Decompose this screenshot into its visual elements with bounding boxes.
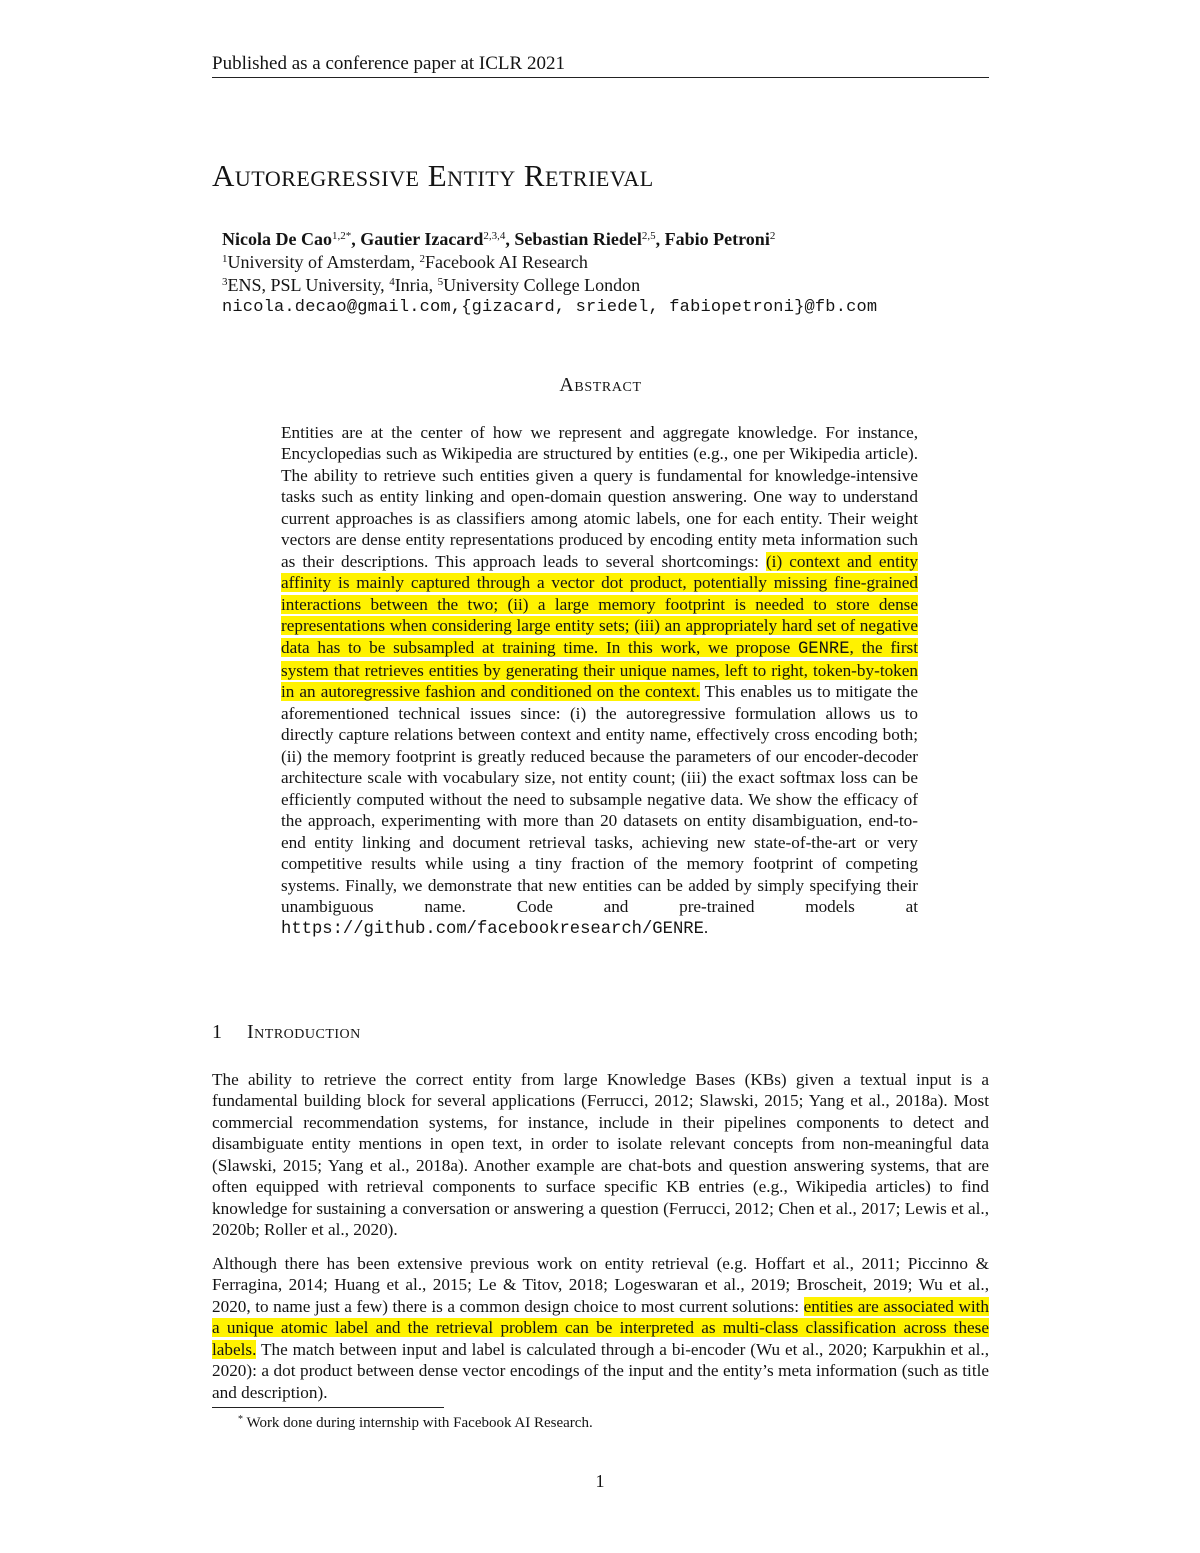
abstract-heading: Abstract (559, 374, 642, 396)
affiliation-line-2: $^3$ENS, PSL University, $^4$Inria, $^5$University College London (222, 275, 641, 295)
page-number: 1 (595, 1471, 605, 1491)
abstract-highlight: (i) context and entity affinity is mainly captured through a vector dot product, potentially missing fine-grained interactions between the two; (ii) a large memory footprint is needed to store dense representations when considering large entity sets; (iii) an appropriately hard set of negative data has to be subsampled at training time. In this work, we propose GENRE, the first system that retrieves entities by generating their unique names, left to right, token-by-token in an autoregressive fashion and conditioned on the context. (281, 551, 919, 702)
author-list (222, 228, 989, 251)
paper-title: Autoregressive Entity Retrieval (212, 158, 654, 193)
abstract-body: Entities are at the center of how we represent and aggregate knowledge. For instance, Encyclopedias such as Wikipedia are structured by entities (e.g., one per Wikipedia article). The ability to retrieve such entities given a query is fundamental for knowledge-intensive tasks such as entity linking and open-domain question answering. One way to understand current approaches is as classifiers among atomic labels, one for each entity. Their weight vectors are dense entity representations produced by encoding entity meta information such as their descriptions. This approach leads to several shortcomings: (i) context and entity affinity is mainly captured through a vector dot product, potentially missing fine-grained interactions between the two; (ii) a large memory footprint is needed to store dense representations when considering large entity sets; (iii) an appropriately hard set of negative data has to be subsampled at training time. In this work, we propose GENRE, the first system that retrieves entities by generating their unique names, left to right, token-by-token in an autoregressive fashion and conditioned on the context. This enables us to mitigate the aforementioned technical issues since: (i) the autoregressive formulation allows us to directly capture relations between context and entity name, effectively cross encoding both; (ii) the memory footprint is greatly reduced because the parameters of our encoder-decoder architecture scale with vocabulary size, not entity count; (iii) the exact softmax loss can be efficiently computed without the need to subsample negative data. We show the efficacy of the approach, experimenting with more than 20 datasets on entity disambiguation, end-to-end entity linking and document retrieval tasks, achieving new state-of-the-art or very competitive results while using a tiny fraction of the memory footprint of competing systems. Finally, we demonstrate that new entities can be added by simply specifying their unambiguous name. Code and pre-trained models at https://github.com/facebookresearch/GENRE. (281, 423, 919, 940)
genre-name: GENRE (797, 639, 850, 659)
affiliation-line-1: $^1$University of Amsterdam, $^2$Facebook AI Research (222, 252, 588, 272)
author-2: Gautier Izacard$^{2,3,4}$, (360, 229, 515, 249)
author-emails: nicola.decao@gmail.com,{gizacard, sriedel, fabiopetroni}@fb.com (222, 298, 878, 317)
intro-paragraph-2: Although there has been extensive previous work on entity retrieval (e.g. Hoffart et al., 2011; Piccinno & Ferragina, 2014; Huang et al., 2015; Le & Titov, 2018; Logeswaran et al., 2019; Broscheit, 2019; Wu et al., 2020, to name just a few) there is a common design choice to most current solutions: entities are associated with a unique atomic label and the retrieval problem can be interpreted as multi-class classification across these labels. The match between input and label is calculated through a bi-encoder (Wu et al., 2020; Karpukhin et al., 2020): a dot product between dense vector encodings of the input and the entity’s meta information (such as title and description). (212, 1254, 990, 1402)
footnote: * Work done during internship with Facebook AI Research. (238, 1414, 593, 1431)
author-4: Fabio Petroni$^2$ (664, 229, 776, 249)
footnote-rule (212, 1407, 444, 1408)
running-header: Published as a conference paper at ICLR 2021 (212, 53, 565, 74)
code-url-link[interactable]: https://github.com/facebookresearch/GENRE (281, 920, 704, 940)
header-rule (212, 77, 989, 78)
author-3: Sebastian Riedel$^{2,5}$, (514, 229, 665, 249)
intro-highlight: entities are associated with a unique atomic label and the retrieval problem can be interpreted as multi-class classification across these labels. (212, 1296, 990, 1359)
intro-paragraph-1: The ability to retrieve the correct entity from large Knowledge Bases (KBs) given a textual input is a fundamental building block for several applications (Ferrucci, 2012; Slawski, 2015; Yang et al., 2018a). Most commercial recommendation systems, for instance, include in their pipelines components to detect and disambiguate entity mentions in open text, in order to isolate relevant concepts from non-meaningful data (Slawski, 2015; Yang et al., 2018a). Another example are chat-bots and question answering systems, that are often equipped with retrieval components to surface specific KB entries (e.g., Wikipedia articles) to find knowledge for sustaining a conversation or answering a question (Ferrucci, 2012; Chen et al., 2017; Lewis et al., 2020b; Roller et al., 2020). (212, 1070, 989, 1240)
author-1: Nicola De Cao$^{1,2*}$, (222, 229, 361, 249)
section-heading-introduction: 1 Introduction (212, 1021, 361, 1043)
